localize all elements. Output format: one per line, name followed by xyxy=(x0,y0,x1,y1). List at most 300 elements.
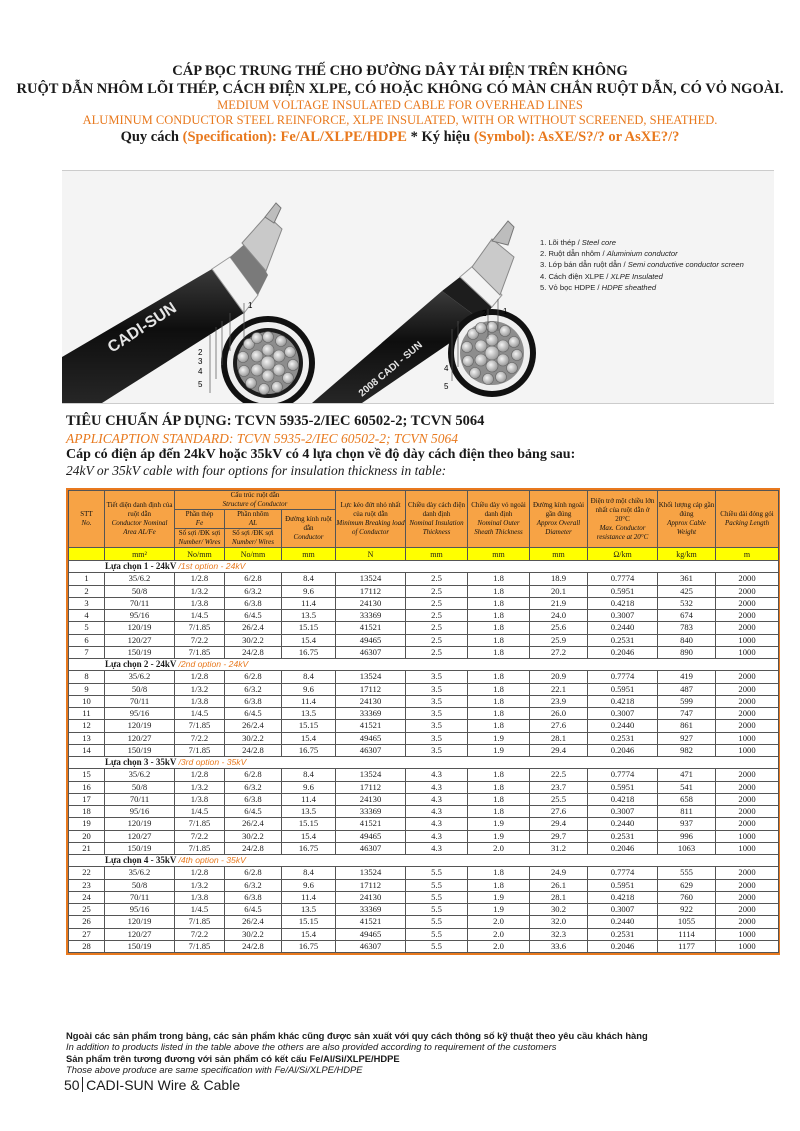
unit-cell: No/mm xyxy=(225,548,282,561)
table-cell: 6/4.5 xyxy=(225,904,282,916)
note-1-en: In addition to products listed in the table above the others are also provided according to requirement of the customers xyxy=(66,1041,557,1053)
table-row xyxy=(69,830,779,842)
table-cell: 11.4 xyxy=(282,695,336,707)
description-vn: Cáp có điện áp đến 24kV hoặc 35kV có 4 lựa chọn về độ dày cách điện theo bảng sau: xyxy=(66,447,576,462)
table-cell: 7/1.85 xyxy=(175,818,225,830)
table-cell: 1/3.2 xyxy=(175,879,225,891)
table-cell: 35/6.2 xyxy=(105,671,175,683)
table-cell: 4.3 xyxy=(406,842,468,854)
table-cell: 1177 xyxy=(658,940,716,952)
table-cell: 28.1 xyxy=(530,732,588,744)
callout-2-left: 2 xyxy=(198,348,203,357)
table-cell: 2000 xyxy=(716,622,779,634)
table-cell: 26/2.4 xyxy=(225,916,282,928)
table-cell: 24130 xyxy=(336,891,406,903)
header-resistance: Điện trở một chiều lớn nhất của ruột dẫn ở 20°C Max. Conductor resistance at 20°C xyxy=(588,491,658,548)
table-cell: 120/27 xyxy=(105,634,175,646)
table-cell: 0.2046 xyxy=(588,744,658,756)
callout-5-left: 5 xyxy=(198,380,203,389)
table-cell: 50/8 xyxy=(105,683,175,695)
table-cell: 2.5 xyxy=(406,585,468,597)
brand-label-right: 2008 CADI - SUN xyxy=(356,339,425,400)
table-cell: 811 xyxy=(658,806,716,818)
table-cell: 70/11 xyxy=(105,695,175,707)
table-cell: 15.15 xyxy=(282,916,336,928)
table-cell: 1/3.8 xyxy=(175,793,225,805)
table-cell: 24/2.8 xyxy=(225,744,282,756)
table-cell: 13.5 xyxy=(282,806,336,818)
table-cell: 2000 xyxy=(716,573,779,585)
table-cell: 5.5 xyxy=(406,916,468,928)
table-cell: 599 xyxy=(658,695,716,707)
table-row xyxy=(69,818,779,830)
unit-cell: mm² xyxy=(105,548,175,561)
table-cell: 15.4 xyxy=(282,830,336,842)
unit-cell: N xyxy=(336,548,406,561)
table-cell: 9.6 xyxy=(282,683,336,695)
table-cell: 927 xyxy=(658,732,716,744)
option-label: Lựa chọn 3 - 35kV /3rd option - 35kV xyxy=(69,757,779,769)
table-cell: 0.2046 xyxy=(588,842,658,854)
table-cell: 13524 xyxy=(336,671,406,683)
table-row xyxy=(69,867,779,879)
table-cell: 49465 xyxy=(336,634,406,646)
table-cell: 6/2.8 xyxy=(225,867,282,879)
table-cell: 1.8 xyxy=(468,806,530,818)
table-cell: 840 xyxy=(658,634,716,646)
table-cell: 532 xyxy=(658,597,716,609)
table-cell: 1000 xyxy=(716,842,779,854)
table-cell: 46307 xyxy=(336,744,406,756)
table-row xyxy=(69,732,779,744)
table-cell: 1.9 xyxy=(468,744,530,756)
table-cell: 18.9 xyxy=(530,573,588,585)
table-header xyxy=(69,491,779,548)
table-cell: 33369 xyxy=(336,610,406,622)
table-cell: 629 xyxy=(658,879,716,891)
table-cell: 4.3 xyxy=(406,769,468,781)
table-cell: 2.0 xyxy=(468,916,530,928)
table-cell: 0.2046 xyxy=(588,646,658,658)
table-cell: 996 xyxy=(658,830,716,842)
table-cell: 1/3.2 xyxy=(175,585,225,597)
table-cell: 1.8 xyxy=(468,793,530,805)
note-1-vn: Ngoài các sản phẩm trong bảng, các sản phẩm khác cũng được sản xuất với quy cách thông số kỹ thuật theo yêu cầu khách hàng xyxy=(66,1030,648,1041)
table-cell: 49465 xyxy=(336,928,406,940)
table-cell: 27.6 xyxy=(530,720,588,732)
table-cell: 361 xyxy=(658,573,716,585)
table-cell: 1.8 xyxy=(468,585,530,597)
table-cell: 0.4218 xyxy=(588,793,658,805)
spec-label-vn: Quy cách xyxy=(120,129,183,145)
table-cell: 4.3 xyxy=(406,793,468,805)
table-row xyxy=(69,597,779,609)
table-cell: 6/3.2 xyxy=(225,781,282,793)
table-cell: 1.8 xyxy=(468,622,530,634)
table-cell: 7/1.85 xyxy=(175,916,225,928)
table-cell: 890 xyxy=(658,646,716,658)
table-cell: 2000 xyxy=(716,916,779,928)
table-cell: 1/2.8 xyxy=(175,867,225,879)
unit-cell: mm xyxy=(282,548,336,561)
table-cell: 32.3 xyxy=(530,928,588,940)
table-cell: 6/4.5 xyxy=(225,806,282,818)
table-cell: 1.8 xyxy=(468,769,530,781)
table-row xyxy=(69,879,779,891)
table-cell: 2000 xyxy=(716,769,779,781)
table-cell: 50/8 xyxy=(105,879,175,891)
table-cell: 49465 xyxy=(336,732,406,744)
table-row xyxy=(69,622,779,634)
legend-item: 4. Cách điện XLPE / XLPE Insulated xyxy=(540,271,663,281)
table-cell: 26.0 xyxy=(530,708,588,720)
unit-cell: kg/km xyxy=(658,548,716,561)
table-cell: 120/27 xyxy=(105,732,175,744)
table-row xyxy=(69,806,779,818)
table-cell: 33369 xyxy=(336,904,406,916)
symbol-value: (Symbol): AsXE/S?/? or AsXE?/? xyxy=(473,129,680,145)
table-cell: 17112 xyxy=(336,879,406,891)
table-cell: 982 xyxy=(658,744,716,756)
table-cell: 46307 xyxy=(336,842,406,854)
title-vn-line-1: CÁP BỌC TRUNG THẾ CHO ĐƯỜNG DÂY TẢI ĐIỆN TRÊN KHÔNG xyxy=(172,63,628,79)
table-cell: 24130 xyxy=(336,597,406,609)
table-cell: 3.5 xyxy=(406,732,468,744)
table-cell: 46307 xyxy=(336,940,406,952)
cable-figure xyxy=(62,170,774,404)
table-cell: 0.5951 xyxy=(588,585,658,597)
table-cell: 33369 xyxy=(336,806,406,818)
spec-line xyxy=(0,128,800,146)
unit-cell: mm xyxy=(530,548,588,561)
table-cell: 2 xyxy=(69,585,105,597)
table-cell: 1.8 xyxy=(468,634,530,646)
footer-brand: CADI-SUN Wire & Cable xyxy=(86,1077,241,1093)
table-row xyxy=(69,671,779,683)
table-cell: 1/3.2 xyxy=(175,781,225,793)
header-stt: STT No. xyxy=(69,491,105,548)
table-cell: 1000 xyxy=(716,928,779,940)
table-cell: 2000 xyxy=(716,793,779,805)
table-cell: 3.5 xyxy=(406,744,468,756)
table-cell: 22.1 xyxy=(530,683,588,695)
table-cell: 1.8 xyxy=(468,671,530,683)
table-cell: 41521 xyxy=(336,622,406,634)
table-cell: 541 xyxy=(658,781,716,793)
table-cell: 95/16 xyxy=(105,904,175,916)
table-body xyxy=(69,548,779,953)
table-cell: 26 xyxy=(69,916,105,928)
table-cell: 120/19 xyxy=(105,916,175,928)
table-cell: 13.5 xyxy=(282,708,336,720)
table-cell: 471 xyxy=(658,769,716,781)
table-cell: 5.5 xyxy=(406,879,468,891)
table-cell: 3.5 xyxy=(406,720,468,732)
table-cell: 120/19 xyxy=(105,720,175,732)
table-cell: 2.5 xyxy=(406,622,468,634)
header-conductor-diameter: Đường kính ruột dẫn Conductor xyxy=(282,510,336,548)
table-cell: 6/3.8 xyxy=(225,695,282,707)
table-cell: 24130 xyxy=(336,793,406,805)
table-cell: 25.9 xyxy=(530,634,588,646)
table-cell: 10 xyxy=(69,695,105,707)
table-cell: 13.5 xyxy=(282,904,336,916)
table-cell: 0.2440 xyxy=(588,720,658,732)
callout-3-left: 3 xyxy=(198,357,203,366)
table-cell: 2000 xyxy=(716,879,779,891)
table-cell: 4.3 xyxy=(406,781,468,793)
table-cell: 2.0 xyxy=(468,842,530,854)
table-cell: 14 xyxy=(69,744,105,756)
table-cell: 35/6.2 xyxy=(105,867,175,879)
table-cell: 2000 xyxy=(716,585,779,597)
page-footer xyxy=(64,1077,240,1093)
table-cell: 1.8 xyxy=(468,695,530,707)
table-row xyxy=(69,610,779,622)
table-row xyxy=(69,683,779,695)
table-cell: 22.5 xyxy=(530,769,588,781)
table-cell: 937 xyxy=(658,818,716,830)
table-cell: 95/16 xyxy=(105,806,175,818)
legend-item: 5. Vỏ bọc HDPE / HDPE sheathed xyxy=(540,282,657,292)
table-cell: 3.5 xyxy=(406,683,468,695)
table-cell: 25.5 xyxy=(530,793,588,805)
table-cell: 0.3007 xyxy=(588,708,658,720)
table-cell: 17 xyxy=(69,793,105,805)
table-cell: 150/19 xyxy=(105,744,175,756)
table-row xyxy=(69,940,779,952)
table-cell: 15 xyxy=(69,769,105,781)
notes xyxy=(66,1030,786,1075)
table-cell: 13.5 xyxy=(282,610,336,622)
footer-divider xyxy=(82,1077,84,1092)
table-cell: 2.0 xyxy=(468,928,530,940)
table-cell: 0.4218 xyxy=(588,891,658,903)
unit-cell: No/mm xyxy=(175,548,225,561)
table-cell: 29.4 xyxy=(530,818,588,830)
table-cell: 2000 xyxy=(716,904,779,916)
table-row xyxy=(69,928,779,940)
table-cell: 2000 xyxy=(716,683,779,695)
table-cell: 21 xyxy=(69,842,105,854)
table-cell: 1063 xyxy=(658,842,716,854)
table-cell: 3.5 xyxy=(406,671,468,683)
callout-4-right: 4 xyxy=(444,364,449,373)
table-cell: 150/19 xyxy=(105,940,175,952)
table-cell: 0.7774 xyxy=(588,671,658,683)
table-cell: 7/2.2 xyxy=(175,634,225,646)
table-cell: 1 xyxy=(69,573,105,585)
header-overall-diameter: Đường kính ngoài gần đúng Approx Overall Diameter xyxy=(530,491,588,548)
table-row xyxy=(69,720,779,732)
table-cell: 2000 xyxy=(716,867,779,879)
table-cell: 1/2.8 xyxy=(175,769,225,781)
table-cell: 6/3.8 xyxy=(225,891,282,903)
table-cell: 1000 xyxy=(716,634,779,646)
table-cell: 15.4 xyxy=(282,634,336,646)
table-cell: 2000 xyxy=(716,781,779,793)
table-cell: 6/2.8 xyxy=(225,573,282,585)
table-cell: 24.0 xyxy=(530,610,588,622)
header-load: Lực kéo đứt nhỏ nhất của ruột dẫn Minimum Breaking load of Conductor xyxy=(336,491,406,548)
table-cell: 0.2531 xyxy=(588,634,658,646)
table-cell: 13524 xyxy=(336,867,406,879)
table-cell: 70/11 xyxy=(105,891,175,903)
table-cell: 7/1.85 xyxy=(175,720,225,732)
table-cell: 2.5 xyxy=(406,573,468,585)
table-cell: 23.7 xyxy=(530,781,588,793)
table-cell: 41521 xyxy=(336,818,406,830)
spec-table xyxy=(68,490,779,953)
table-row xyxy=(69,769,779,781)
table-cell: 15.15 xyxy=(282,720,336,732)
table-cell: 9.6 xyxy=(282,781,336,793)
header-fe-wires: Số sợi /ĐK sợi Number/ Wires xyxy=(175,529,225,548)
table-cell: 35/6.2 xyxy=(105,769,175,781)
table-cell: 4.3 xyxy=(406,806,468,818)
table-cell: 17112 xyxy=(336,683,406,695)
table-cell: 425 xyxy=(658,585,716,597)
table-cell: 6/2.8 xyxy=(225,769,282,781)
table-cell: 2000 xyxy=(716,610,779,622)
table-cell: 0.3007 xyxy=(588,806,658,818)
table-cell: 1.8 xyxy=(468,708,530,720)
table-cell: 8.4 xyxy=(282,867,336,879)
table-cell: 26/2.4 xyxy=(225,818,282,830)
table-cell: 1.8 xyxy=(468,867,530,879)
table-cell: 0.5951 xyxy=(588,879,658,891)
table-cell: 0.3007 xyxy=(588,610,658,622)
table-cell: 0.2531 xyxy=(588,830,658,842)
table-cell: 0.4218 xyxy=(588,695,658,707)
table-cell: 16.75 xyxy=(282,744,336,756)
table-cell: 28.1 xyxy=(530,891,588,903)
table-cell: 0.7774 xyxy=(588,573,658,585)
table-cell: 0.2531 xyxy=(588,732,658,744)
table-cell: 23.9 xyxy=(530,695,588,707)
table-cell: 31.2 xyxy=(530,842,588,854)
table-cell: 6/4.5 xyxy=(225,708,282,720)
header-al: Phần nhôm AL xyxy=(225,510,282,529)
table-cell: 6/2.8 xyxy=(225,671,282,683)
title-en-line-1: MEDIUM VOLTAGE INSULATED CABLE FOR OVERHEAD LINES xyxy=(217,98,583,112)
table-cell: 30/2.2 xyxy=(225,928,282,940)
table-cell: 7/2.2 xyxy=(175,732,225,744)
table-cell: 35/6.2 xyxy=(105,573,175,585)
table-cell: 29.7 xyxy=(530,830,588,842)
table-cell: 6/4.5 xyxy=(225,610,282,622)
table-cell: 27.6 xyxy=(530,806,588,818)
table-row xyxy=(69,573,779,585)
table-cell: 41521 xyxy=(336,720,406,732)
spec-table-frame xyxy=(66,488,780,955)
table-cell: 25.6 xyxy=(530,622,588,634)
table-cell: 2000 xyxy=(716,891,779,903)
table-cell: 1/3.2 xyxy=(175,683,225,695)
table-cell: 5 xyxy=(69,622,105,634)
unit-cell: mm xyxy=(468,548,530,561)
table-cell: 5.5 xyxy=(406,891,468,903)
table-cell: 0.2531 xyxy=(588,928,658,940)
table-cell: 70/11 xyxy=(105,597,175,609)
table-cell: 24 xyxy=(69,891,105,903)
table-cell: 6/3.8 xyxy=(225,597,282,609)
table-cell: 2.0 xyxy=(468,940,530,952)
table-cell: 33369 xyxy=(336,708,406,720)
table-cell: 1.9 xyxy=(468,904,530,916)
table-cell: 0.7774 xyxy=(588,867,658,879)
standard-en: APPLICAPTION STANDARD: TCVN 5935-2/IEC 60502-2; TCVN 5064 xyxy=(66,431,459,446)
table-cell: 6/3.2 xyxy=(225,683,282,695)
units-row xyxy=(69,548,779,561)
table-cell: 3 xyxy=(69,597,105,609)
table-cell: 1/4.5 xyxy=(175,806,225,818)
table-cell: 2.5 xyxy=(406,597,468,609)
option-row xyxy=(69,855,779,867)
table-row xyxy=(69,646,779,658)
table-cell: 0.3007 xyxy=(588,904,658,916)
table-cell: 1114 xyxy=(658,928,716,940)
table-cell: 0.2440 xyxy=(588,622,658,634)
table-cell: 7/2.2 xyxy=(175,928,225,940)
callout-4-left: 4 xyxy=(198,367,203,376)
table-cell: 2.5 xyxy=(406,646,468,658)
header-structure: Cấu trúc ruột dẫn Structure of Conductor xyxy=(175,491,336,510)
description-en: 24kV or 35kV cable with four options for insulation thickness in table: xyxy=(66,463,447,478)
table-cell: 70/11 xyxy=(105,793,175,805)
note-2-en: Those above produce are same specification with Fe/Al/Si/XLPE/HDPE xyxy=(66,1063,363,1075)
table-cell: 1000 xyxy=(716,744,779,756)
table-cell: 1000 xyxy=(716,732,779,744)
table-cell: 4 xyxy=(69,610,105,622)
header-insulation: Chiều dày cách điện danh định Nominal Insulation Thickness xyxy=(406,491,468,548)
table-cell: 95/16 xyxy=(105,708,175,720)
table-cell: 17112 xyxy=(336,585,406,597)
table-cell: 22 xyxy=(69,867,105,879)
table-cell: 15.15 xyxy=(282,622,336,634)
table-row xyxy=(69,695,779,707)
table-cell: 8 xyxy=(69,671,105,683)
legend-item: 2. Ruột dẫn nhôm / Aluminium conductor xyxy=(540,249,678,259)
table-cell: 1.8 xyxy=(468,610,530,622)
table-cell: 7/1.85 xyxy=(175,744,225,756)
table-cell: 1/4.5 xyxy=(175,904,225,916)
standard-vn: TIÊU CHUẨN ÁP DỤNG: TCVN 5935-2/IEC 60502-2; TCVN 5064 xyxy=(66,413,485,429)
option-label: Lựa chọn 2 - 24kV /2nd option - 24kV xyxy=(69,659,779,671)
table-cell: 861 xyxy=(658,720,716,732)
table-cell: 6 xyxy=(69,634,105,646)
table-cell: 120/27 xyxy=(105,928,175,940)
table-cell: 1.9 xyxy=(468,830,530,842)
callout-1-right: 1 xyxy=(503,307,508,316)
table-cell: 15.4 xyxy=(282,732,336,744)
header-area: Tiết diện danh định của ruột dẫn Conductor Nominal Area AL/Fe xyxy=(105,491,175,548)
table-cell: 6/3.2 xyxy=(225,585,282,597)
table-cell: 2000 xyxy=(716,671,779,683)
table-cell: 555 xyxy=(658,867,716,879)
table-cell: 2.5 xyxy=(406,610,468,622)
page-number: 50 xyxy=(64,1077,80,1093)
table-cell: 20.1 xyxy=(530,585,588,597)
table-cell: 4.3 xyxy=(406,818,468,830)
table-cell: 7/1.85 xyxy=(175,646,225,658)
table-cell: 150/19 xyxy=(105,646,175,658)
table-cell: 20.9 xyxy=(530,671,588,683)
callout-1-left: 1 xyxy=(248,301,253,310)
table-cell: 15.4 xyxy=(282,928,336,940)
table-cell: 2.5 xyxy=(406,634,468,646)
table-cell: 18 xyxy=(69,806,105,818)
